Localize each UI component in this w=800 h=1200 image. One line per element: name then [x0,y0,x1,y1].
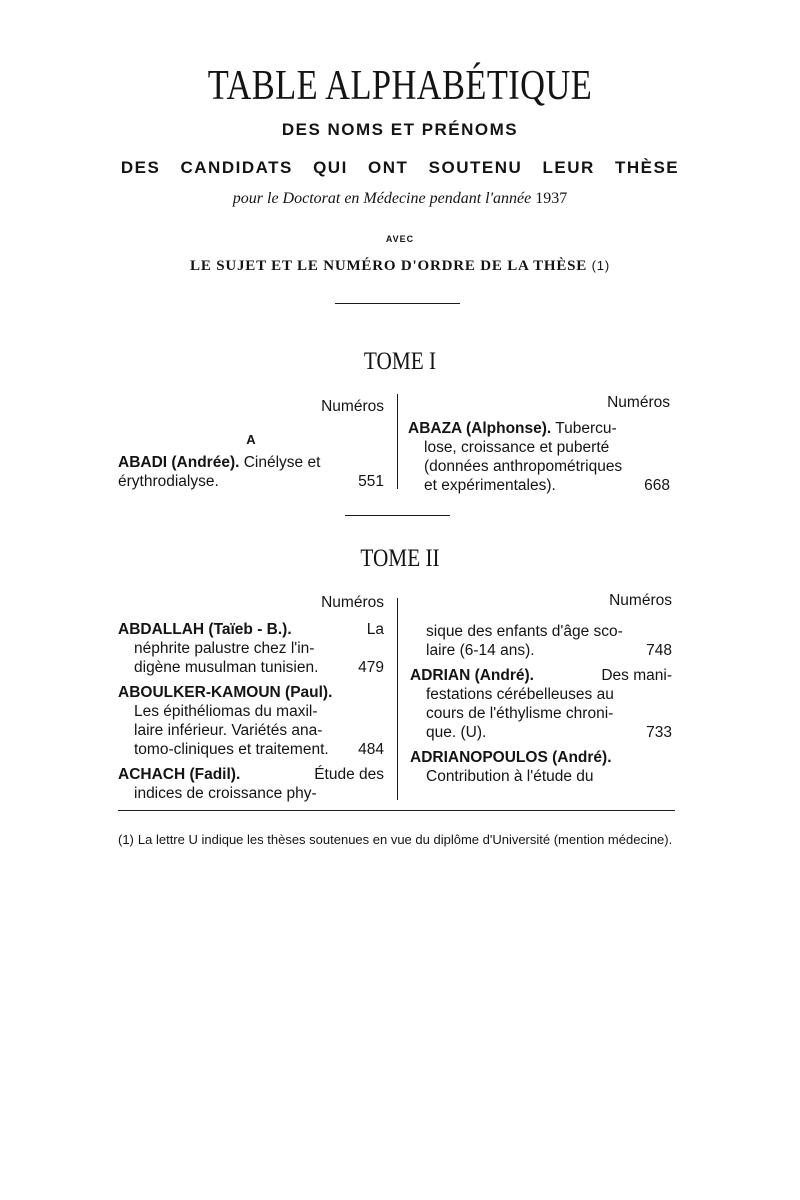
numeros-header: Numéros [321,594,384,611]
entry-line: lose, croissance et puberté [424,439,610,456]
entry-line [410,666,672,685]
column-divider-tome-1 [397,394,398,489]
subtitle-year: 1937 [535,190,568,207]
subtitle-doctorate [0,190,800,208]
separator-top [335,303,460,304]
entry-line: sique des enfants d'âge sco- [426,623,623,640]
entry-line: cours de l'éthylisme chroni- [426,705,614,722]
index-entry [410,748,672,786]
tome-1-heading: TOME I [363,348,437,375]
entry-name: ADRIANOPOULOS (André). [410,749,612,766]
thesis-number: 668 [644,477,670,494]
thesis-number: 733 [646,724,672,741]
entry-line [118,472,384,491]
entry-name: ABAZA (Alphonse). [408,420,552,437]
entry-text: Tubercu- [555,420,617,437]
entry-line: Contribution à l'étude du [426,768,594,785]
index-entry [118,683,384,759]
index-entry [118,620,384,677]
entry-line: Les épithéliomas du maxil- [134,703,318,720]
footnote-reference: (1) [591,258,610,273]
subtitle-doctorate-text: pour le Doctorat en Médecine pendant l'année [232,190,532,207]
entry-text: laire (6-14 ans). [426,642,535,659]
index-entry [410,666,672,742]
numeros-header: Numéros [607,394,670,411]
numeros-header: Numéros [321,398,384,415]
entry-text: Des mani- [601,667,672,684]
entry-name: ACHACH (Fadil). [118,766,241,783]
footnote [118,832,678,848]
entry-text: que. (U). [426,724,487,741]
tome-2-right-column [410,591,672,786]
entry-text: Cinélyse et [243,454,321,471]
thesis-number: 551 [358,473,384,490]
entry-name: ABADI (Andrée). [118,454,240,471]
entry-line [118,658,384,677]
section-letter: A [246,432,256,447]
entry-text: érythrodialyse. [118,473,219,490]
footnote-text: La lettre U indique les thèses soutenues en vue du diplôme d'Université (mention médecine). [137,832,673,847]
entry-line: laire inférieur. Variétés ana- [134,722,323,739]
tome-1-left-column [118,397,384,491]
tome-2-heading: TOME II [360,545,440,572]
footnote-separator [118,810,675,811]
thesis-number: 748 [646,642,672,659]
entry-line [118,740,384,759]
index-entry [118,765,384,803]
entry-line [118,620,384,639]
column-divider-tome-2 [397,598,398,800]
entry-text: Étude des [314,766,384,783]
entry-line [410,723,672,742]
entry-line [118,453,384,472]
entry-line [408,419,670,438]
entry-text: La [366,621,384,638]
footnote-mark: (1) [118,832,134,847]
entry-text: et expérimentales). [424,477,556,494]
separator-middle [345,515,450,516]
subtitle-candidates: DES CANDIDATS QUI ONT SOUTENU LEUR THÈSE [120,158,680,177]
entry-name: ABDALLAH (Taïeb - B.). [118,621,292,638]
page-title: TABLE ALPHABÉTIQUE [207,63,593,109]
thesis-number: 479 [358,659,384,676]
subtitle-subject-number [0,258,800,275]
tome-2-left-column [118,593,384,803]
thesis-number: 484 [358,741,384,758]
index-entry [408,419,670,495]
subtitle-names: DES NOMS ET PRÉNOMS [281,120,519,139]
entry-line: (données anthropométriques [424,458,623,475]
index-entry [118,453,384,491]
subtitle-subject-text: LE SUJET ET LE NUMÉRO D'ORDRE DE LA THÈSE [190,258,588,274]
numeros-header: Numéros [609,592,672,609]
entry-name: ABOULKER-KAMOUN (Paul). [118,684,333,701]
entry-line [118,765,384,784]
entry-line [408,476,670,495]
index-entry-continuation [410,622,672,660]
entry-line: néphrite palustre chez l'in- [134,640,315,657]
entry-line: festations cérébelleuses au [426,686,614,703]
avec-label: AVEC [385,234,415,244]
entry-line [410,641,672,660]
entry-text: digène musulman tunisien. [134,659,319,676]
entry-text: tomo-cliniques et traitement. [134,741,329,758]
entry-name: ADRIAN (André). [410,667,534,684]
entry-line: indices de croissance phy- [134,785,317,802]
tome-1-right-column [408,393,670,495]
